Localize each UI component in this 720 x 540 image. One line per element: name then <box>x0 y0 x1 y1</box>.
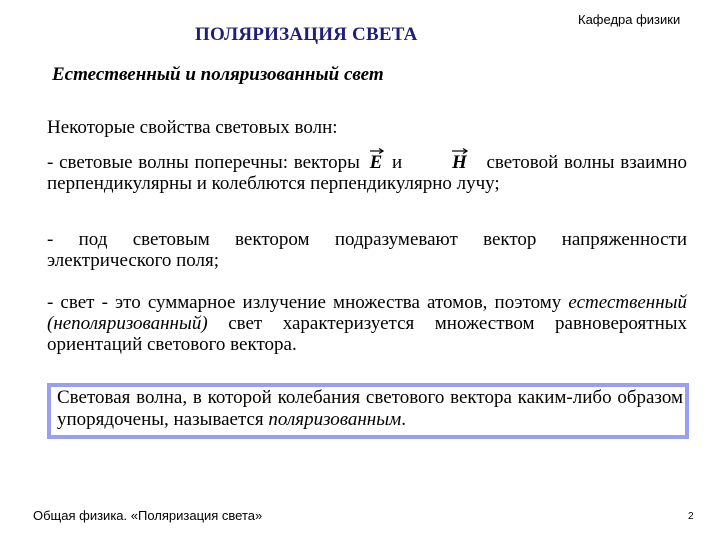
department-label: Кафедра физики <box>578 12 681 27</box>
definition-term: поляризованным <box>268 409 402 430</box>
p1-and: и <box>392 152 403 173</box>
definition-text <box>57 387 683 431</box>
definition-end: . <box>401 409 406 430</box>
paragraph-light-vector: - под световым вектором подразумевают вектор напряженности электрического поля; <box>47 229 687 271</box>
paragraph-natural-light <box>47 292 687 355</box>
p3-italic-term: естественный (неполяризованный) <box>47 292 687 334</box>
vector-arrow-icon <box>370 148 383 154</box>
vector-h-symbol: H <box>452 150 467 173</box>
p3-text-end: свет характеризуется множеством равновероятных ориентаций светового вектора. <box>47 313 688 355</box>
p1-text-start: - световые волны поперечны: векторы <box>47 152 360 173</box>
p1-text-end: световой волны взаимно перпендикулярны и колеблются перпендикулярно лучу; <box>47 152 688 194</box>
page-number: 2 <box>688 511 694 522</box>
definition-body: Световая волна, в которой колебания светового вектора каким-либо образом упорядочены, называется <box>57 387 683 430</box>
p3-text-start: - свет - это суммарное излучение множества атомов, поэтому <box>47 292 562 313</box>
section-subtitle: Естественный и поляризованный свет <box>52 64 384 85</box>
vector-e-symbol: E <box>370 150 383 173</box>
footer-course: Общая физика. «Поляризация света» <box>33 508 263 523</box>
paragraph-transverse-waves <box>47 150 687 194</box>
slide-title: ПОЛЯРИЗАЦИЯ СВЕТА <box>195 24 418 45</box>
intro-text: Некоторые свойства световых волн: <box>47 117 338 138</box>
vector-arrow-icon <box>452 148 467 154</box>
